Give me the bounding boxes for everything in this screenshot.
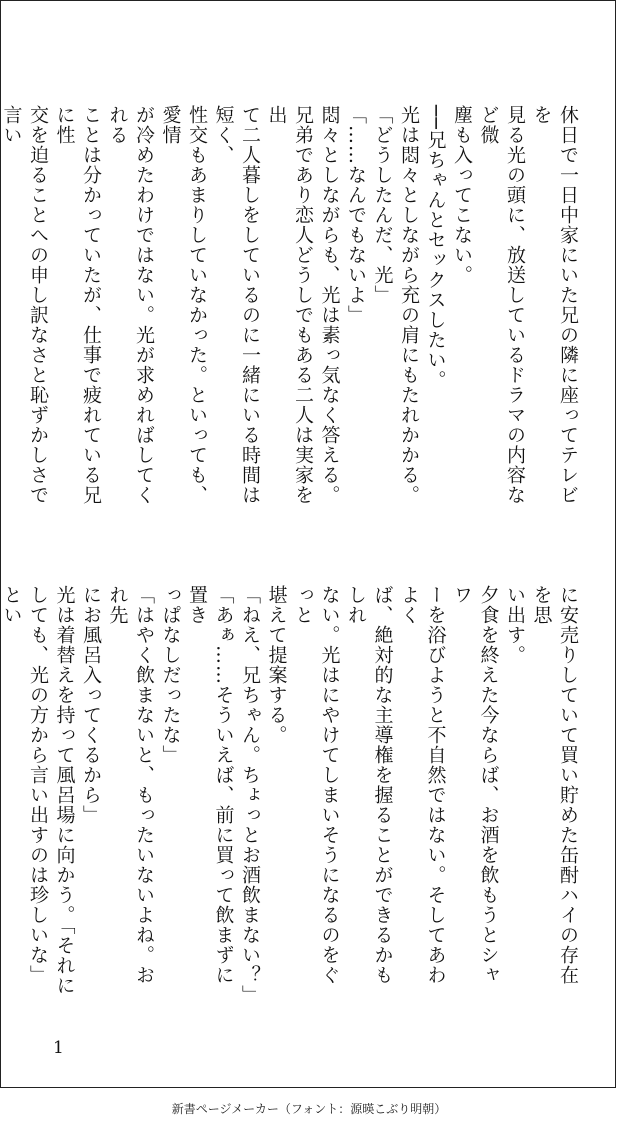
text-line: て二人暮しをしているのに一緒にいる時間は短く、 [212, 105, 261, 505]
text-line: 「ねえ、兄ちゃん。ちょっとお酒飲まない？」 [239, 585, 261, 1005]
text-line: 性交もあまりしていなかった。といっても、愛情 [159, 105, 208, 505]
text-line: ない。光はにやけてしまいそうになるのをぐっと [292, 585, 341, 985]
text-line: 「どうしたんだ、光」 [371, 105, 394, 305]
text-line: い出す。 [504, 585, 526, 665]
text-line: 「はやく飲まないと、もったいないよね。おれ先 [106, 585, 155, 985]
text-column-lower [0, 585, 581, 1005]
text-line: ば、絶対的な主導権を握ることができるかもしれ [345, 585, 394, 985]
text-line: 光は悶々としながら充の肩にもたれかかる。 [398, 105, 420, 505]
text-line: ーを浴びようと不自然ではない。そしてあわよく [398, 585, 447, 985]
page-number: 1 [53, 1038, 64, 1058]
text-line: にお風呂入ってくるから」 [80, 585, 102, 825]
text-line: 光は着替えを持って風呂場に向かう。「それに [53, 585, 76, 996]
text-line: しても、光の方から言い出すのは珍しいな」とい [0, 585, 49, 985]
text-line: っぱなしだったな」 [159, 585, 182, 765]
text-line: ──兄ちゃんとセックスしたい。 [424, 105, 447, 390]
text-line: 堪えて提案する。 [265, 585, 288, 745]
text-line: 休日で一日中家にいた兄の隣に座ってテレビを [530, 105, 579, 505]
text-line: 「……なんでもないよ」 [345, 105, 367, 325]
text-line: 見る光の頭に、放送しているドラマの内容など微 [477, 105, 526, 505]
text-line: 塵も入ってこない。 [451, 105, 473, 285]
text-line: が冷めたわけではない。光が求めればしてくれる [106, 105, 155, 505]
text-line: に安売りしていて買い貯めた缶酎ハイの存在を思 [530, 585, 579, 985]
text-column-upper [0, 105, 581, 521]
text-line: 夕食を終えた今ならば、お酒を飲もうとシャワ [451, 585, 500, 985]
text-line: ことは分かっていたが、仕事で疲れている兄に性 [53, 105, 102, 505]
text-line: 「あぁ……そういえば、前に買って飲まずに置き [186, 585, 235, 985]
footer-credit: 新書ページメーカー（フォント：源暎こぶり明朝） [171, 1102, 447, 1116]
text-line: 兄弟であり恋人どうしでもある二人は実家を出 [265, 105, 314, 505]
text-line: 悶々としながらも、光は素っ気なく答える。 [318, 105, 341, 505]
text-line: 交を迫ることへの申し訳なさと恥ずかしさで言い [0, 105, 49, 505]
